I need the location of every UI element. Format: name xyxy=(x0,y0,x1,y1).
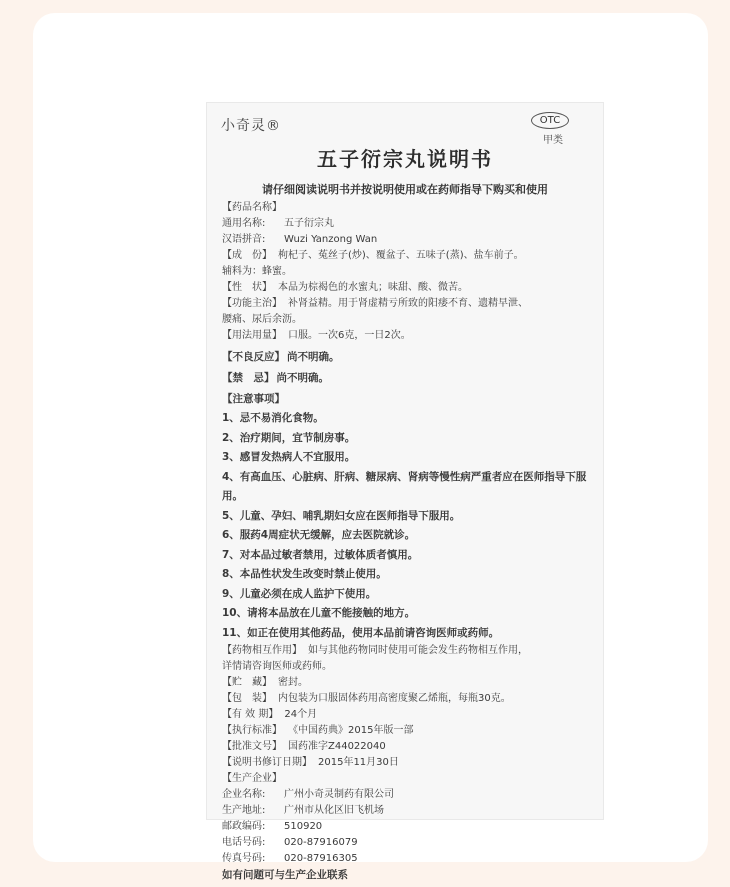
section-heading: 【成 份】 xyxy=(222,250,272,261)
section-heading: 【说明书修订日期】 xyxy=(222,757,312,768)
adverse-row xyxy=(222,349,594,365)
precaution-item: 5、儿童、孕妇、哺乳期妇女应在医师指导下服用。 xyxy=(222,509,461,522)
field-label: 邮政编码: xyxy=(222,821,266,832)
field-value: 密封。 xyxy=(278,677,308,688)
storage-row xyxy=(222,675,594,691)
section-heading: 【批准文号】 xyxy=(222,741,282,752)
field-label: 企业名称: xyxy=(222,789,266,800)
section-heading: 【用法用量】 xyxy=(222,330,282,341)
field-value: 020-87916079 xyxy=(284,837,358,848)
precaution-item: 10、请将本品放在儿童不能接触的地方。 xyxy=(222,607,416,619)
field-value: 补肾益精。用于肾虚精亏所致的阳痿不育、遗精早泄、 xyxy=(288,298,528,309)
leaflet-title: 五子衍宗丸说明书 xyxy=(317,147,493,171)
interactions-row-2: 详情请咨询医师或药师。 xyxy=(222,661,332,672)
postcode-row xyxy=(222,819,594,835)
section-heading: 【药物相互作用】 xyxy=(222,645,302,656)
field-value: 尚不明确。 xyxy=(287,351,340,363)
indications-row-2: 腰痛、尿后余沥。 xyxy=(222,314,302,325)
section-heading: 【包 装】 xyxy=(222,693,272,704)
otc-class-label: 甲类 xyxy=(543,135,563,146)
precaution-item: 1、忌不易消化食物。 xyxy=(222,412,324,424)
section-heading: 【注意事项】 xyxy=(222,393,285,405)
revision-row xyxy=(222,755,594,771)
precaution-item: 9、儿童必须在成人监护下使用。 xyxy=(222,587,377,600)
section-heading: 【生产企业】 xyxy=(222,773,282,784)
field-value: 《中国药典》2015年版一部 xyxy=(288,725,414,736)
validity-row xyxy=(222,707,594,723)
section-heading: 【有 效 期】 xyxy=(222,709,279,720)
field-label: 汉语拼音: xyxy=(222,234,266,245)
contraindication-row xyxy=(222,370,594,386)
precaution-item: 7、对本品过敏者禁用，过敏体质者慎用。 xyxy=(222,548,419,561)
company-name-row xyxy=(222,787,594,803)
section-heading: 【功能主治】 xyxy=(222,298,282,309)
field-value: Wuzi Yanzong Wan xyxy=(284,234,378,245)
section-heading: 【不良反应】 xyxy=(222,351,285,363)
section-heading: 【性 状】 xyxy=(222,282,272,293)
field-value: 本品为棕褐色的水蜜丸；味甜、酸、微苦。 xyxy=(278,282,468,293)
field-value: 2015年11月30日 xyxy=(318,757,399,768)
precaution-item: 3、感冒发热病人不宜服用。 xyxy=(222,451,356,463)
package-row xyxy=(222,691,594,707)
precaution-item: 2、治疗期间，宜节制房事。 xyxy=(222,431,356,444)
otc-badge: OTC xyxy=(531,112,569,129)
usage-row xyxy=(222,328,594,344)
interactions-row xyxy=(222,643,594,659)
generic-name-row xyxy=(222,216,594,232)
contact-note: 如有问题可与生产企业联系 xyxy=(222,869,348,881)
section-heading: 【禁 忌】 xyxy=(222,372,275,384)
brand-logo: 小奇灵® xyxy=(221,118,281,134)
precaution-item: 4、有高血压、心脏病、肝病、糖尿病、肾病等慢性病严重者应在医师指导下服用。 xyxy=(222,470,587,502)
field-value: 广州市从化区旧飞机场 xyxy=(284,805,384,816)
field-value: 24个月 xyxy=(284,709,318,720)
precaution-item: 8、本品性状发生改变时禁止使用。 xyxy=(222,568,387,580)
field-value: 口服。一次6克，一日2次。 xyxy=(288,330,411,341)
field-label: 电话号码: xyxy=(222,837,266,848)
field-value: 国药准字Z44022040 xyxy=(288,741,386,752)
fax-row xyxy=(222,851,594,867)
field-value: 如与其他药物同时使用可能会发生药物相互作用， xyxy=(308,645,528,656)
field-value: 020-87916305 xyxy=(284,853,358,864)
leaflet-image xyxy=(207,103,603,881)
section-heading: 【执行标准】 xyxy=(222,725,282,736)
appearance-row xyxy=(222,280,594,296)
indications-row xyxy=(222,296,594,312)
field-label: 生产地址: xyxy=(222,805,266,816)
field-label: 通用名称: xyxy=(222,218,266,229)
field-value: 内包装为口服固体药用高密度聚乙烯瓶，每瓶30克。 xyxy=(278,693,511,704)
field-value: 广州小奇灵制药有限公司 xyxy=(284,789,394,800)
section-heading: 【贮 藏】 xyxy=(222,677,272,688)
leaflet-body xyxy=(222,200,594,883)
field-value: 枸杞子、菟丝子(炒)、覆盆子、五味子(蒸)、盐车前子。 xyxy=(278,250,524,261)
precaution-list xyxy=(222,409,594,643)
leaflet-subtitle: 请仔细阅读说明书并按说明使用或在药师指导下购买和使用 xyxy=(262,183,548,196)
section-heading: 【药品名称】 xyxy=(222,202,282,213)
precaution-item: 11、如正在使用其他药品，使用本品前请咨询医师或药师。 xyxy=(222,626,500,639)
ingredients-row-2: 辅料为：蜂蜜。 xyxy=(222,266,292,277)
content-card xyxy=(33,13,708,881)
standard-row xyxy=(222,723,594,739)
address-row xyxy=(222,803,594,819)
phone-row xyxy=(222,835,594,851)
field-value: 尚不明确。 xyxy=(276,372,329,384)
field-value: 510920 xyxy=(284,821,323,832)
ingredients-row xyxy=(222,248,594,264)
approval-row xyxy=(222,739,594,755)
field-value: 五子衍宗丸 xyxy=(284,218,334,229)
pinyin-row xyxy=(222,232,594,248)
field-label: 传真号码: xyxy=(222,853,266,864)
precaution-item: 6、服药4周症状无缓解，应去医院就诊。 xyxy=(222,529,416,541)
